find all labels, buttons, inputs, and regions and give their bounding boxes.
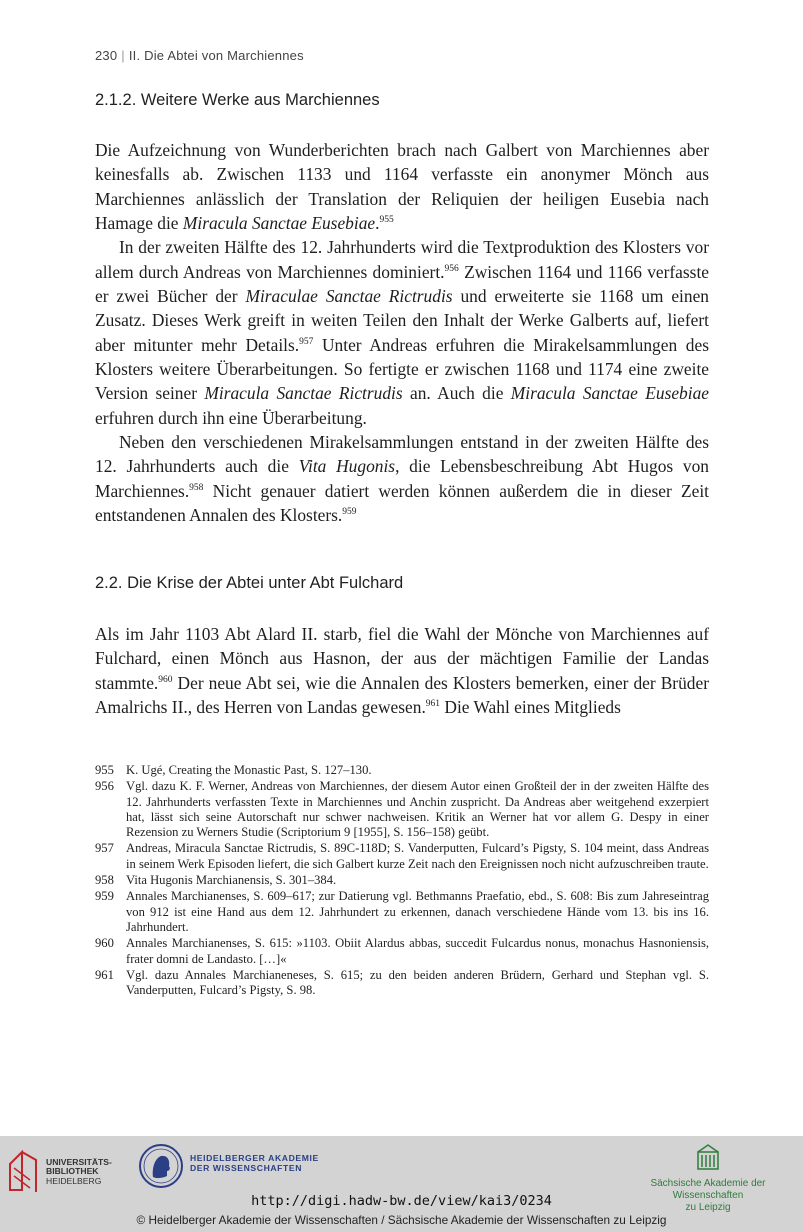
saw-line2: zu Leipzig — [685, 1202, 731, 1213]
hadw-line1: HEIDELBERGER AKADEMIE — [190, 1153, 319, 1163]
text-run: Die Wahl eines Mitglieds — [440, 697, 621, 718]
text-run: In der zweiten Hälfte des 12. Jahrhunderts wird die Textproduktion des Klosters vor allem durch Andreas von Marchiennes dominiert. — [95, 237, 709, 282]
footnote-number: 956 — [95, 779, 114, 794]
footnote-text: K. Ugé, Creating the Monastic Past, S. 127–130. — [126, 763, 372, 777]
ub-logo-icon — [8, 1150, 42, 1194]
text-run: Neben den verschiedenen Mirakelsammlungen entstand in der zweiten Hälfte des 12. Jahrhunderts auch die — [95, 432, 709, 477]
text-run: Der neue Abt sei, wie die Annalen des Klosters bemerken, einer der Brüder Amalrichs II., des Herren von Landas gewesen. — [95, 672, 709, 718]
footnote — [95, 889, 709, 935]
work-title: Miraculae Sanctae Rictrudis — [245, 286, 453, 307]
footnote-ref[interactable]: 960 — [158, 674, 173, 685]
paragraph — [95, 430, 709, 527]
text-run: Nicht genauer datiert werden können außerdem die in dieser Zeit entstandenen Annalen des Klosters. — [95, 480, 709, 526]
footnote-text: Vita Hugonis Marchianensis, S. 301–384. — [126, 873, 337, 888]
paragraph — [95, 235, 709, 430]
ub-line2: BIBLIOTHEK — [46, 1166, 99, 1177]
footnote-text: Vgl. dazu Annales Marchianeneses, S. 615; zu den beiden anderen Brüdern, Gerhard und Stephan vgl. S. Vanderputten, Fulcard’s Pigsty, S. 98. — [126, 967, 709, 998]
running-head-title: II. Die Abtei von Marchiennes — [128, 48, 304, 63]
text-run: Zwischen 1164 und 1166 verfasste er zwei Bücher der — [95, 261, 709, 307]
footnote-ref[interactable]: 955 — [379, 215, 394, 226]
footnote-number: 959 — [95, 889, 114, 904]
footnote-number: 957 — [95, 841, 114, 856]
paragraph — [95, 138, 709, 235]
footnote-ref[interactable]: 959 — [342, 507, 357, 518]
ub-line3: HEIDELBERG — [46, 1175, 102, 1186]
footnote-text: Annales Marchianenses, S. 615: »1103. Obiit Alardus abbas, succedit Fulcardus nonus, monachus Hasnoniensis, frater domni de Landasto. […]« — [126, 936, 709, 966]
footnote-text: Annales Marchianenses, S. 609–617; zur Datierung vgl. Bethmanns Praefatio, ebd., S. 608: Bis zum Jahreseintrag von 912 ist eine Hand aus dem 12. Jahrhundert zu erkennen, danach verschiedene Hände vom 13. bis ins 16. Jahrhundert. — [126, 889, 709, 934]
permalink-url[interactable]: http://digi.hadw-bw.de/view/kai3/0234 — [251, 1193, 552, 1209]
section-heading-2-1-2: 2.1.2. Weitere Werke aus Marchiennes — [95, 91, 380, 109]
text-run: und erweiterte sie 1168 um einen Zusatz. Dieses Werk greift in weiten Teilen den Inhalt der Werke Galberts auf, liefert aber mitunter mehr Details. — [95, 286, 709, 355]
footnotes — [95, 763, 709, 999]
text-run: , die Lebensbeschreibung Abt Hugos von Marchiennes. — [95, 456, 709, 501]
footnote — [95, 779, 709, 840]
saw-line1: Sächsische Akademie der Wissenschaften — [650, 1178, 766, 1201]
hadw-medallion-icon — [138, 1143, 184, 1189]
footnote-text: Andreas, Miracula Sanctae Rictrudis, S. 89C-118D; S. Vanderputten, Fulcard’s Pigsty, S. 104 meint, dass Andreas in seinem Werk Episoden liefert, die sich Galbert kurze Zeit nach den Ereignissen noch nicht aufzuschreiben traute. — [126, 841, 709, 871]
text-run: erfuhren durch ihn eine Überarbeitung. — [95, 407, 367, 428]
work-title: Miracula Sanctae Rictrudis — [204, 383, 403, 404]
footnote-number: 960 — [95, 936, 114, 951]
footnote-text: Vgl. dazu K. F. Werner, Andreas von Marchiennes, der diesem Autor einen Großteil der in der zweiten Hälfte des 12. Jahrhunderts verfassten Texte in Marchiennes und Anchin zuspricht. Da Andreas aber weitgehend exzerpiert hat, lässt sich seine Autorschaft nur schwer nachweisen. Kritik an Werner hat vor allem G. Despy in einer Rezension zu Werners Studie (Scriptorium 9 [1955], S. 156–158) geübt. — [126, 779, 709, 840]
ub-heidelberg-logo[interactable] — [8, 1144, 118, 1196]
text-run: Als im Jahr 1103 Abt Alard II. starb, fiel die Wahl der Mönche von Marchiennes auf Fulchard, einen Mönch aus Hasnon, der aus der mächtigen Familie der Landas stammte. — [95, 624, 709, 693]
footnote-ref[interactable]: 957 — [299, 336, 314, 347]
footnote — [95, 841, 709, 872]
footnote-number: 961 — [95, 967, 114, 982]
work-title: Miracula Sanctae Eusebiae — [510, 383, 709, 404]
footnote-ref[interactable]: 958 — [189, 483, 204, 494]
paragraph — [95, 622, 709, 719]
copyright-notice: © Heidelberger Akademie der Wissenschaften / Sächsische Akademie der Wissenschaften zu Leipzig — [136, 1213, 667, 1227]
section-heading-2-2: 2.2. Die Krise der Abtei unter Abt Fulchard — [95, 574, 404, 592]
work-title: Miracula Sanctae Eusebiae — [182, 213, 376, 234]
footnote — [95, 936, 709, 967]
footnote-ref[interactable]: 956 — [444, 263, 459, 274]
text-run: . — [375, 213, 380, 234]
text-run: Unter Andreas erfuhren die Mirakelsammlungen des Klosters weitere Überarbeitungen. So fertigte er zwischen 1168 und 1174 eine zweite Version seiner — [95, 334, 709, 404]
footnote-ref[interactable]: 961 — [425, 699, 441, 710]
section-2-1-2-body — [95, 138, 709, 528]
footer-band — [0, 1136, 803, 1232]
saw-building-icon — [697, 1144, 719, 1170]
ub-line1: UNIVERSITÄTS- — [46, 1157, 112, 1167]
section-2-2-body — [95, 622, 709, 719]
ub-logo-text — [46, 1158, 112, 1186]
hadw-logo[interactable] — [138, 1142, 338, 1194]
footnote — [95, 873, 709, 888]
running-head-separator: | — [121, 48, 125, 63]
text-run: Die Aufzeichnung von Wunderberichten brach nach Galbert von Marchiennes aber keinesfalls ab. Zwischen 1133 und 1164 verfasste ein anonymer Mönch aus Marchiennes anlässlich der Translation der Reliquien der heiligen Eusebia nach Hamage die — [95, 140, 709, 234]
page-number: 230 — [95, 48, 118, 63]
running-head — [95, 48, 304, 63]
footnote — [95, 763, 709, 778]
hadw-logo-text — [190, 1153, 319, 1174]
work-title: Vita Hugonis — [298, 456, 396, 477]
footnote — [95, 968, 709, 999]
text-run: an. Auch die — [402, 383, 511, 404]
footnote-number: 955 — [95, 763, 114, 777]
hadw-line2: DER WISSENSCHAFTEN — [190, 1163, 303, 1174]
footnote-number: 958 — [95, 873, 114, 888]
